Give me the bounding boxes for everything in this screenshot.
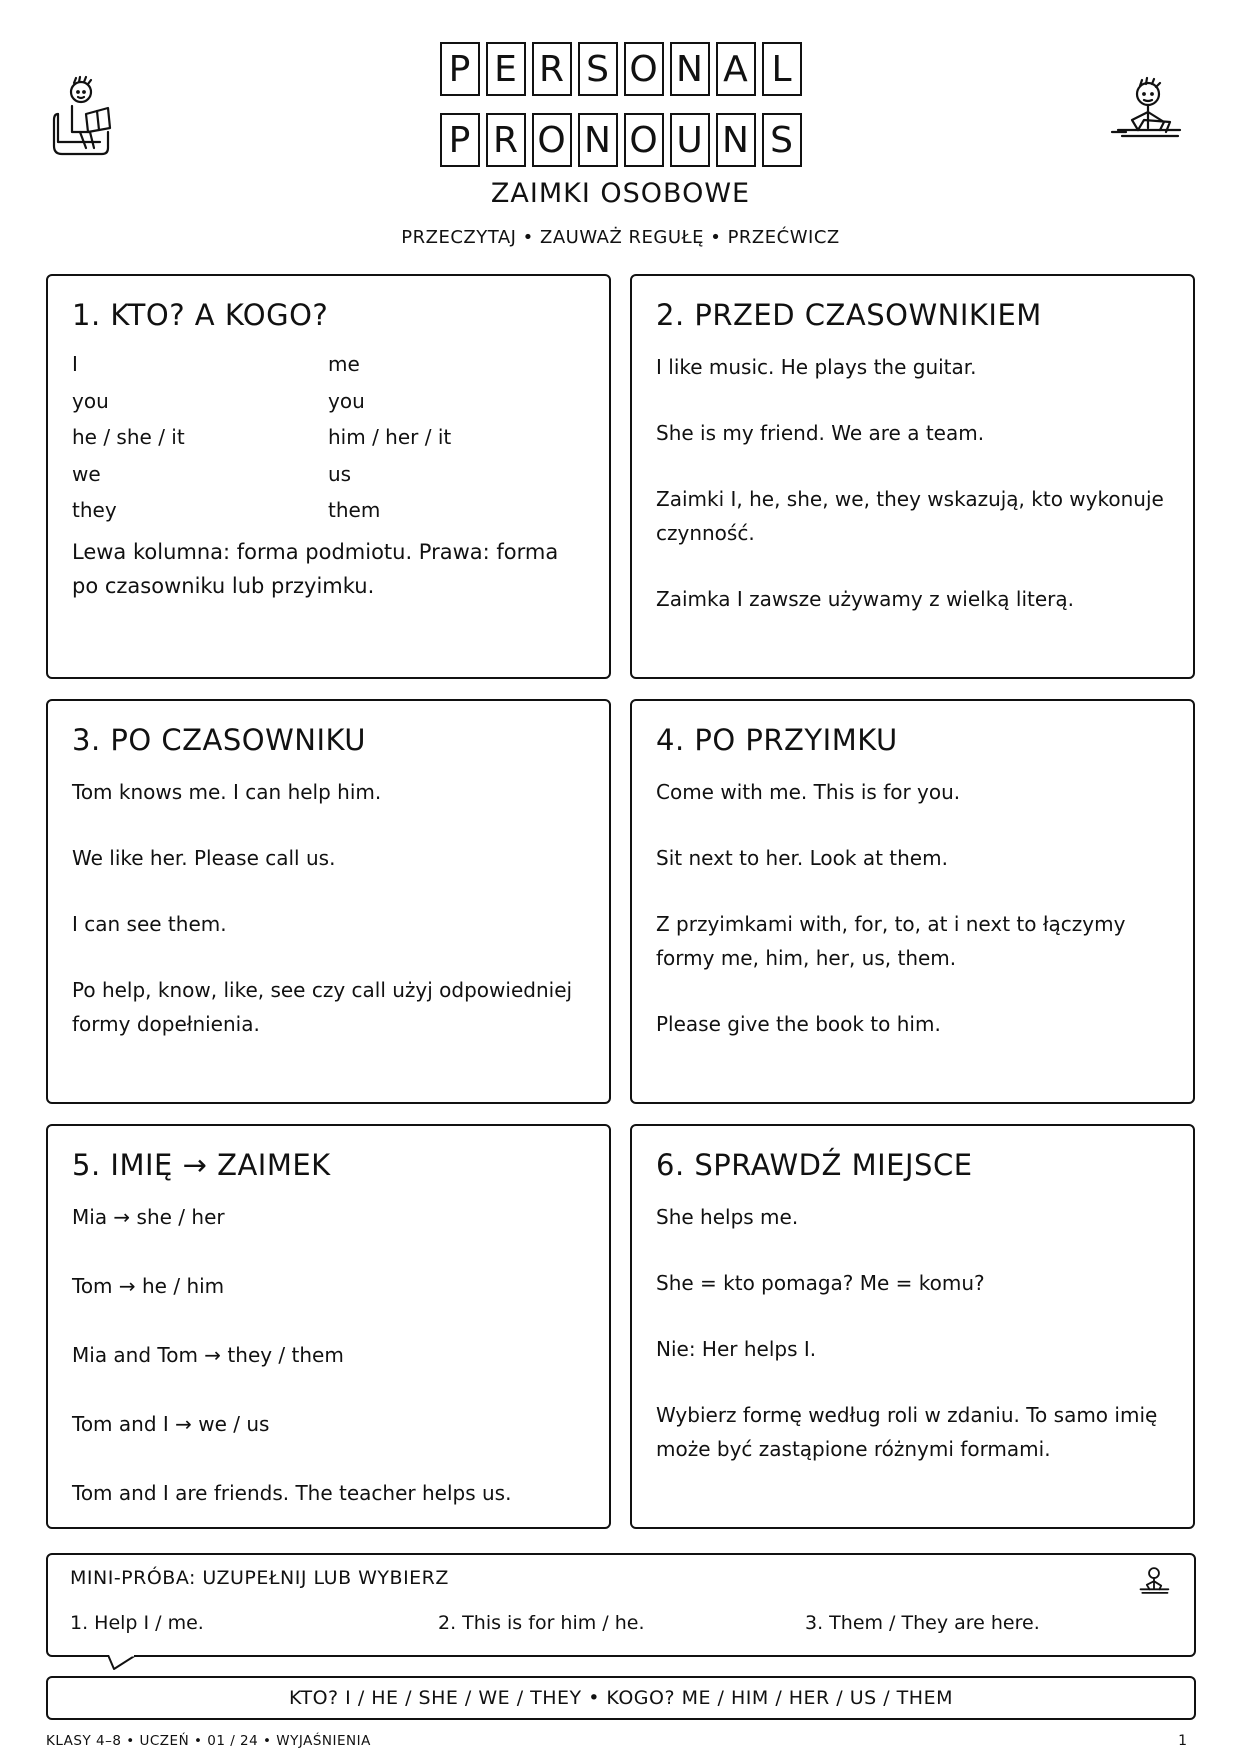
page-subtitle: ZAIMKI OSOBOWE xyxy=(490,178,751,209)
card-line: Tom and I are friends. The teacher helps us. xyxy=(72,1481,512,1505)
object-pronoun: him / her / it xyxy=(328,425,452,449)
mini-quiz xyxy=(46,1553,1196,1657)
card-line: Tom and I → we / us xyxy=(72,1412,270,1436)
title-letter: R xyxy=(532,42,572,96)
title-letter: P xyxy=(440,113,480,167)
title-letter: A xyxy=(716,42,756,96)
child-writing-icon xyxy=(1108,76,1188,156)
footer-info: KLASY 4–8 • UCZEŃ • 01 / 24 • WYJAŚNIENIA xyxy=(46,1733,371,1749)
summary-strip: KTO? I / HE / SHE / WE / THEY • KOGO? ME / HIM / HER / US / THEM xyxy=(46,1676,1196,1720)
page-tagline: PRZECZYTAJ • ZAUWAŻ REGUŁĘ • PRZEĆWICZ xyxy=(401,227,840,248)
card-line: We like her. Please call us. xyxy=(72,846,336,870)
card-line: Po help, know, like, see czy call użyj odpowiedniej formy dopełnienia. xyxy=(72,978,573,1036)
card-line: Tom → he / him xyxy=(72,1274,225,1298)
speech-tail xyxy=(108,1655,138,1671)
pronoun-table xyxy=(72,346,587,529)
mini-quiz-item: 1. Help I / me. xyxy=(70,1612,204,1634)
card-line: She is my friend. We are a team. xyxy=(656,421,985,445)
title-letter: P xyxy=(440,42,480,96)
card-check-position xyxy=(630,1124,1195,1529)
page-number: 1 xyxy=(1178,1733,1187,1749)
card-line: Z przyimkami with, for, to, at i next to łączymy formy me, him, her, us, them. xyxy=(656,912,1126,970)
card-after-preposition xyxy=(630,699,1195,1104)
card-line: Nie: Her helps I. xyxy=(656,1337,817,1361)
mini-quiz-item: 3. Them / They are here. xyxy=(805,1612,1040,1634)
card-line: Sit next to her. Look at them. xyxy=(656,846,948,870)
title-line-1 xyxy=(0,42,1241,96)
card-title: 4. PO PRZYIMKU xyxy=(656,723,898,757)
card-title: 5. IMIĘ → ZAIMEK xyxy=(72,1148,331,1182)
card-line: Zaimki I, he, she, we, they wskazują, kto wykonuje czynność. xyxy=(656,487,1164,545)
card-line: Wybierz formę według roli w zdaniu. To samo imię może być zastąpione różnymi formami. xyxy=(656,1403,1158,1461)
title-letter: N xyxy=(670,42,710,96)
title-letter: O xyxy=(532,113,572,167)
title-letter: U xyxy=(670,113,710,167)
title-letter: S xyxy=(578,42,618,96)
card-line: I can see them. xyxy=(72,912,227,936)
title-letter: L xyxy=(762,42,802,96)
mini-quiz-title: MINI-PRÓBA: UZUPEŁNIJ LUB WYBIERZ xyxy=(70,1567,449,1589)
title-letter: N xyxy=(716,113,756,167)
title-letter: R xyxy=(486,113,526,167)
subject-pronoun: we xyxy=(72,461,101,486)
card-title: 3. PO CZASOWNIKU xyxy=(72,723,366,757)
card-name-to-pronoun xyxy=(46,1124,611,1529)
card-line: Please give the book to him. xyxy=(656,1012,941,1036)
mini-quiz-item: 2. This is for him / he. xyxy=(438,1612,645,1634)
card-who-whom xyxy=(46,274,611,679)
title-line-2 xyxy=(0,113,1241,167)
card-line: Zaimka I zawsze używamy z wielką literą. xyxy=(656,587,1075,611)
card-line: Mia and Tom → they / them xyxy=(72,1343,344,1367)
child-reading-icon xyxy=(50,74,120,158)
title-letter: E xyxy=(486,42,526,96)
child-writing-icon xyxy=(1136,1565,1172,1601)
object-pronoun: us xyxy=(328,461,352,486)
object-pronoun: you xyxy=(328,388,365,413)
card-before-verb xyxy=(630,274,1195,679)
subject-pronoun: he / she / it xyxy=(72,425,185,449)
title-letter: S xyxy=(762,113,802,167)
card-after-verb xyxy=(46,699,611,1104)
card-line: She helps me. xyxy=(656,1205,799,1229)
card-title: 1. KTO? A KOGO? xyxy=(72,298,329,332)
card-line: She = kto pomaga? Me = komu? xyxy=(656,1271,985,1295)
object-pronoun: me xyxy=(328,352,360,376)
card-title: 6. SPRAWDŹ MIEJSCE xyxy=(656,1148,973,1182)
subject-pronoun: I xyxy=(72,352,78,376)
card-title: 2. PRZED CZASOWNIKIEM xyxy=(656,298,1042,332)
title-letter: N xyxy=(578,113,618,167)
title-letter: O xyxy=(624,42,664,96)
card-note: Lewa kolumna: forma podmiotu. Prawa: forma po czasowniku lub przyimku. xyxy=(72,539,559,598)
subject-pronoun: they xyxy=(72,498,117,522)
title-letter: O xyxy=(624,113,664,167)
object-pronoun: them xyxy=(328,498,381,522)
card-line: Come with me. This is for you. xyxy=(656,780,961,804)
card-line: I like music. He plays the guitar. xyxy=(656,355,977,379)
card-line: Mia → she / her xyxy=(72,1205,225,1229)
subject-pronoun: you xyxy=(72,388,109,413)
card-line: Tom knows me. I can help him. xyxy=(72,780,382,804)
